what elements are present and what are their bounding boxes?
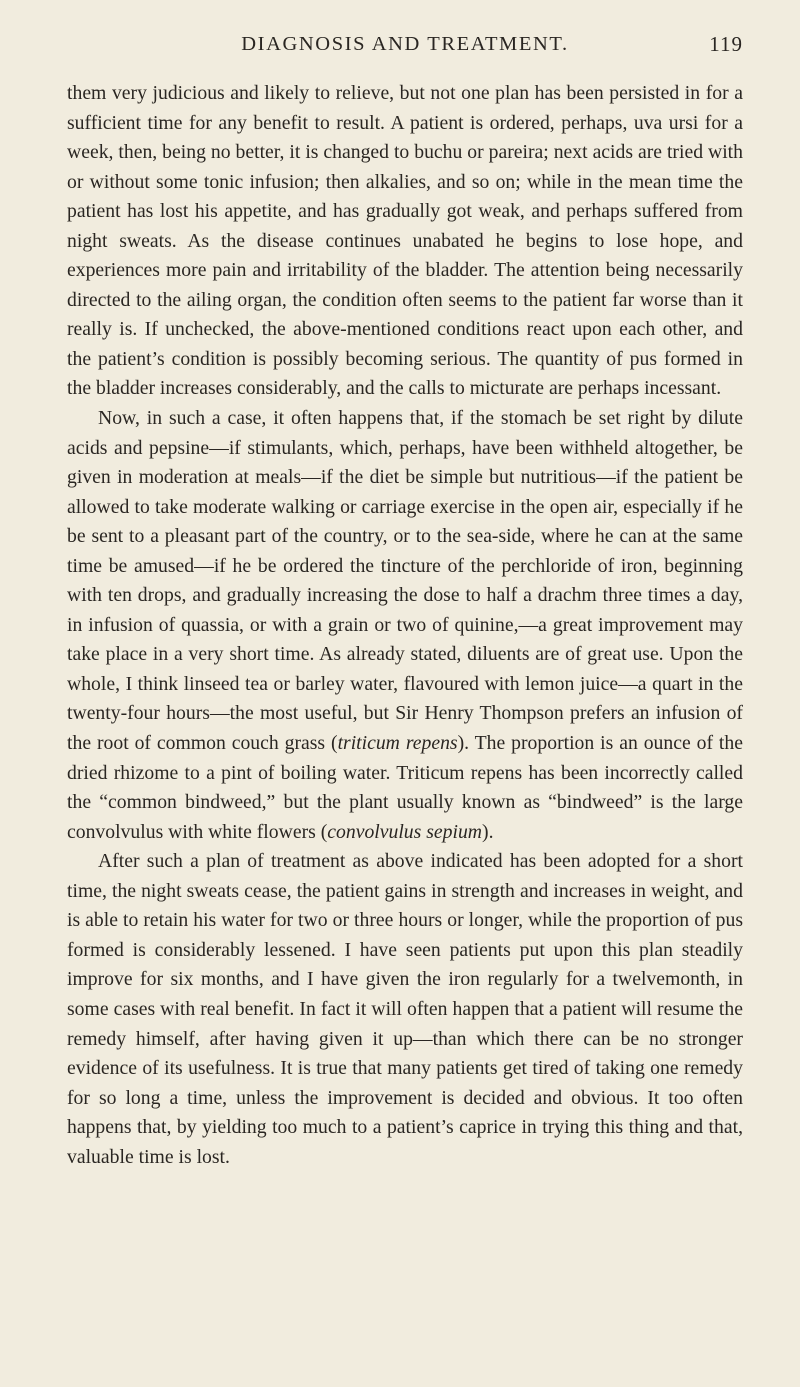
- text-run: After such a plan of treatment as above indicated has been adopted for a short time, the night sweats cease, the patient gains in strength and increases in weight, and is able to retain his water for two or three hours or longer, while the proportion of pus formed is considerably lessened. I have seen patients put upon this plan steadily improve for six months, and I have given the iron regularly for a twelvemonth, in some cases with real benefit. In fact it will often happen that a patient will resume the remedy himself, after having given it up—than which there can be no stronger evidence of its usefulness. It is true that many patients get tired of taking one remedy for so long a time, unless the improvement is decided and obvious. It too often happens that, by yielding too much to a patient’s caprice in trying this thing and that, valuable time is lost.: [67, 850, 743, 1168]
- text-run: Now, in such a case, it often happens that, if the stomach be set right by dilute acids and pepsine—if stimulants, which, perhaps, have been withheld altogether, be given in moderation at meals—if the diet be simple but nutritious—if the patient be allowed to take moderate walking or carriage exercise in the open air, especially if he be sent to a pleasant part of the country, or to the sea-side, where he can at the same time be amused—if he be ordered the tincture of the perchloride of iron, beginning with ten drops, and gradually increasing the dose to half a drachm three times a day, in infusion of quassia, or with a grain or two of quinine,—a great improvement may take place in a very short time. As already stated, diluents are of great use. Upon the whole, I think linseed tea or barley water, flavoured with lemon juice—a quart in the twenty-four hours—the most useful, but Sir Henry Thompson prefers an infusion of the root of common couch grass (: [67, 407, 743, 755]
- paragraph: [67, 404, 743, 847]
- page-number: 119: [709, 32, 743, 56]
- text-run: ). The proportion is an ounce of the dried rhizome to a pint of boiling water. Triticum repens has been incorrectly called the “common bindweed,” but the plant usually known as “bindweed” is the large convolvulus with white flowers (: [67, 732, 743, 843]
- italic-term: convolvulus sepium: [327, 820, 483, 843]
- text-run: them very judicious and likely to relieve, but not one plan has been persisted in for a sufficient time for any benefit to result. A patient is ordered, perhaps, uva ursi for a week, then, being no better, it is changed to buchu or pareira; next acids are tried with or without some tonic infusion; then alkalies, and so on; while in the mean time the patient has lost his appetite, and has gradually got weak, and perhaps suffered from night sweats. As the disease continues unabated he begins to lose hope, and experiences more pain and irritability of the bladder. The attention being necessarily directed to the ailing organ, the condition often seems to the patient far worse than it really is. If unchecked, the above-mentioned conditions react upon each other, and the patient’s condition is possibly becoming serious. The quantity of pus formed in the bladder increases considerably, and the calls to micturate are perhaps incessant.: [67, 82, 743, 400]
- running-head: [67, 28, 743, 60]
- body-text: [67, 79, 743, 1172]
- text-run: ).: [482, 820, 494, 843]
- paragraph: [67, 847, 743, 1172]
- italic-term: triticum repens: [337, 732, 458, 755]
- paragraph: [67, 79, 743, 404]
- running-head-title: DIAGNOSIS AND TREATMENT.: [241, 33, 569, 55]
